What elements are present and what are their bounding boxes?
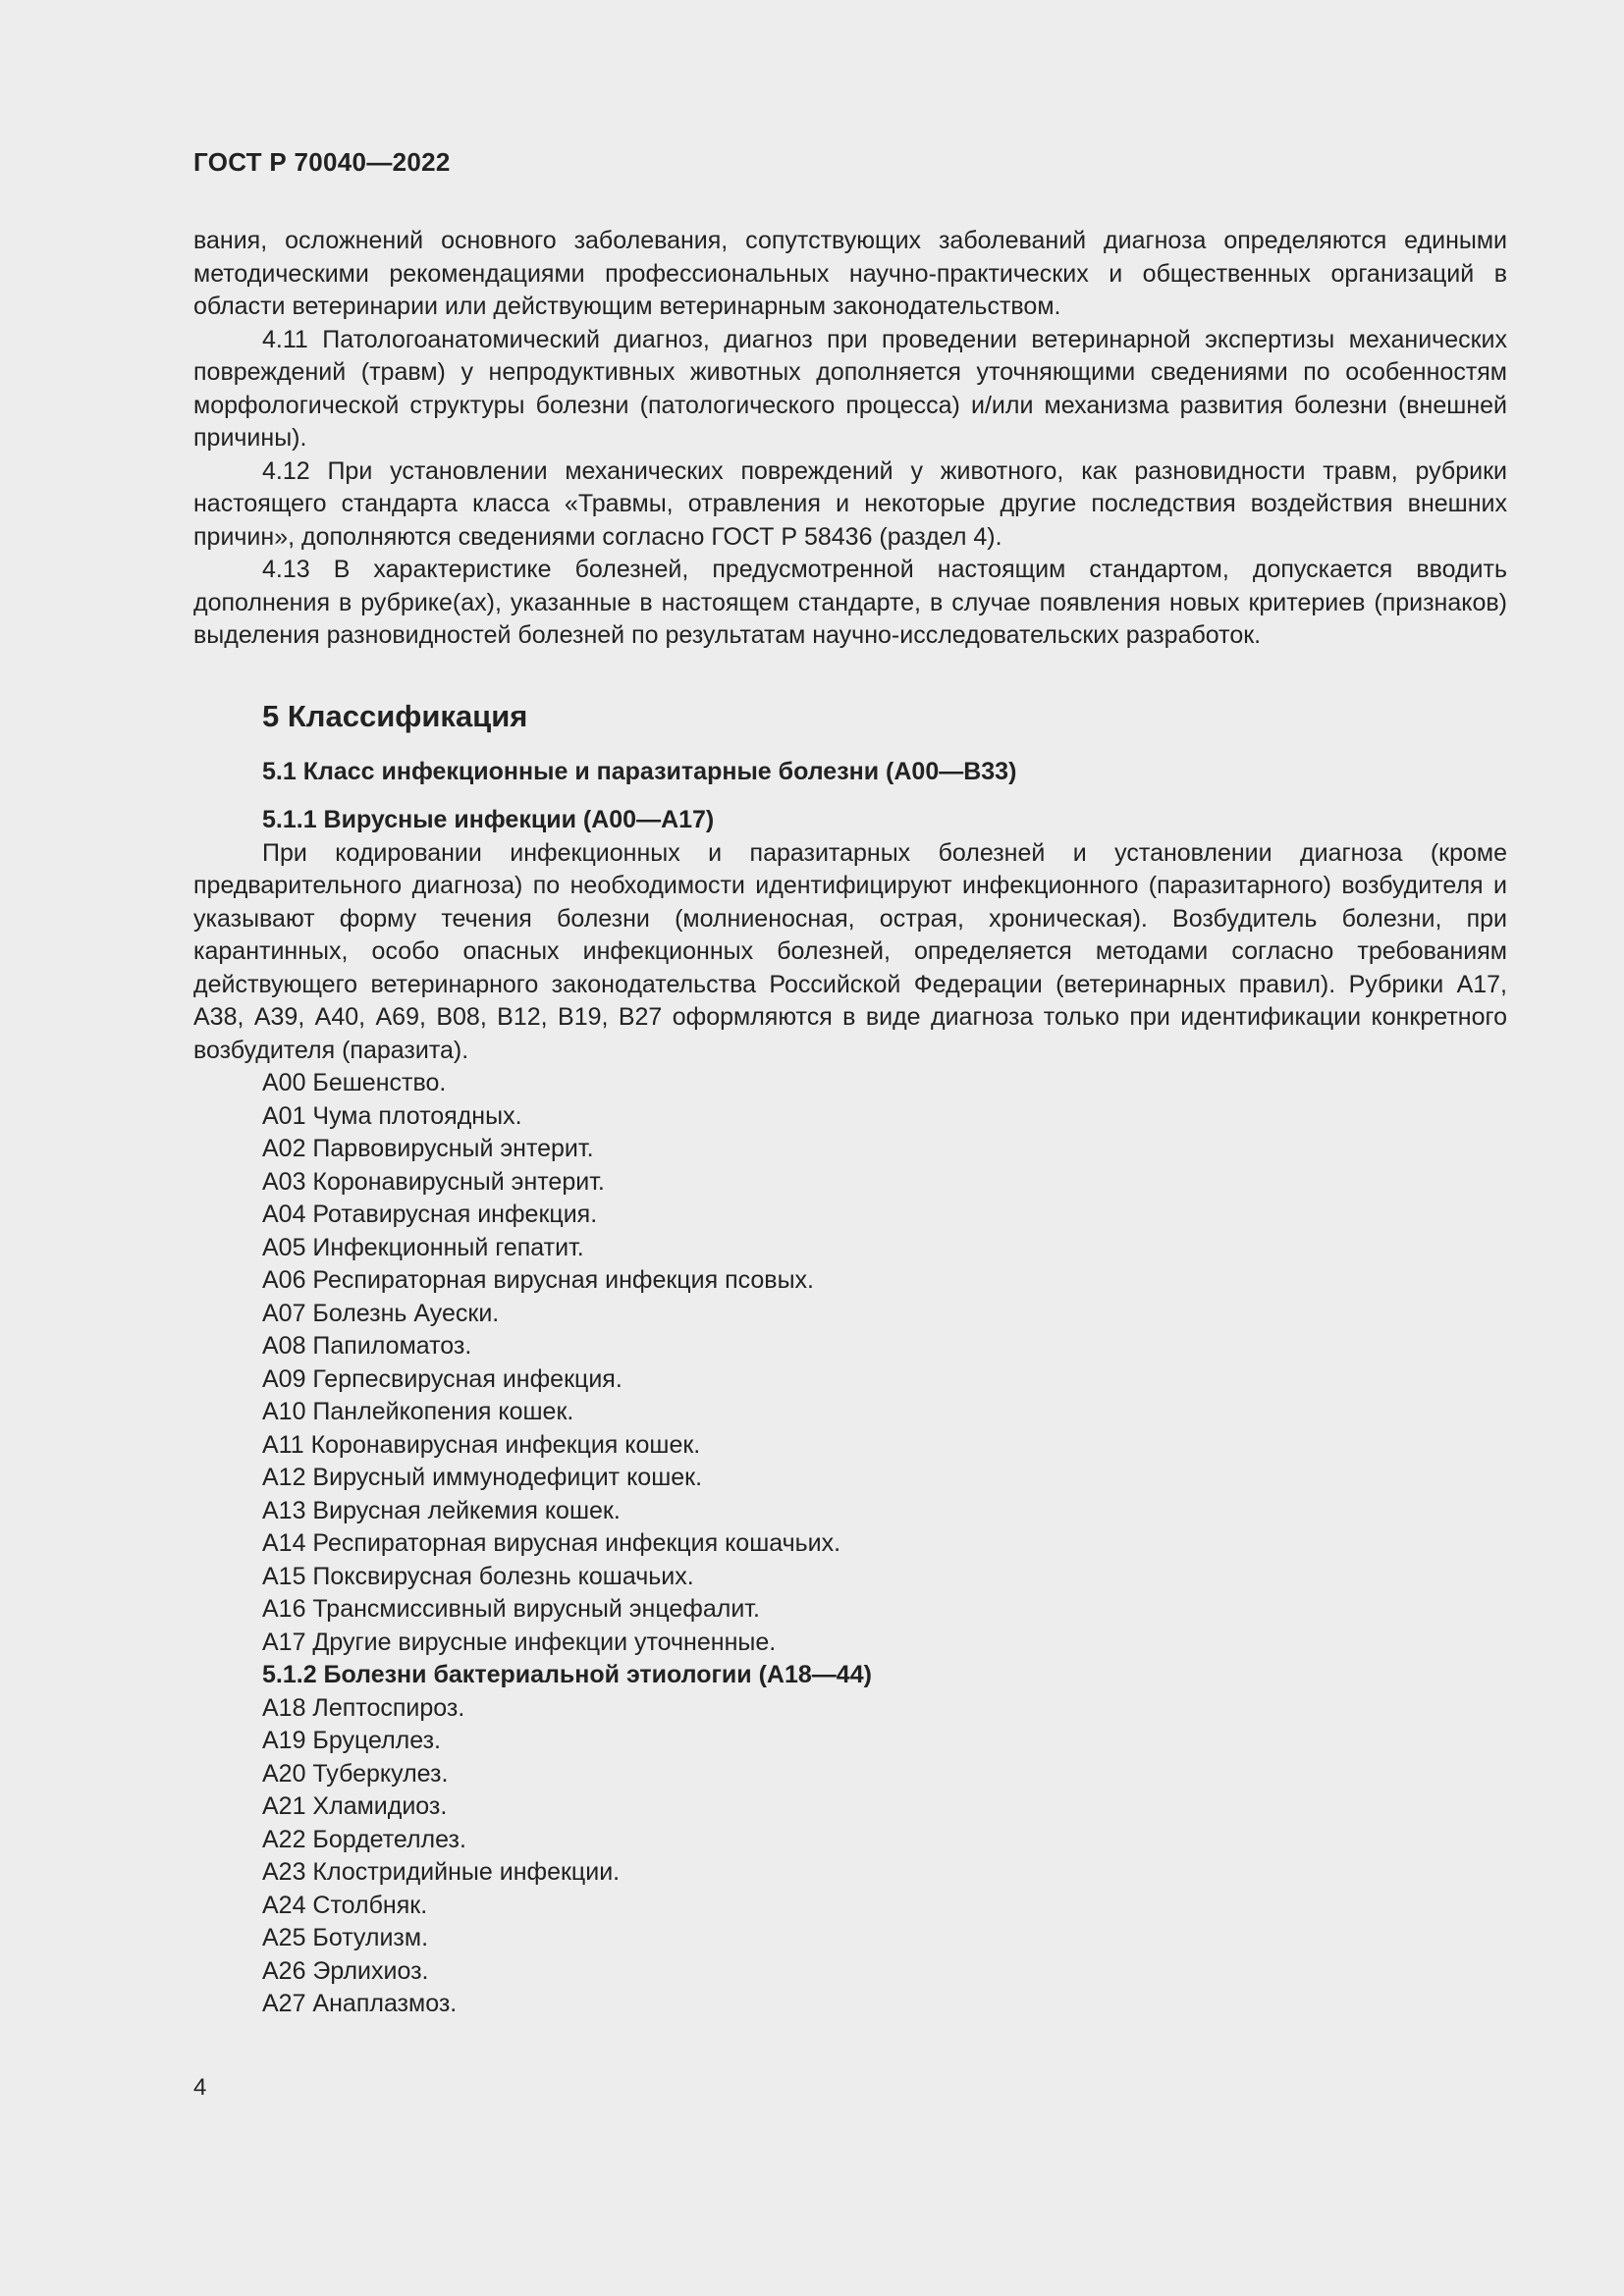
list-item: А10 Панлейкопения кошек. [262,1398,574,1425]
page-number: 4 [193,2074,207,2101]
disease-code-list [193,1067,1507,2021]
list-item: А12 Вирусный иммунодефицит кошек. [262,1464,703,1491]
subsection-heading-5-1-1: 5.1.1 Вирусные инфекции (А00—А17) [262,806,715,833]
paragraph-continued: вания, осложнений основного заболевания, сопутствующих заболеваний диагноза определяются едиными методическими рекомендациями профессиональных научно-практических и общественных организаций в области ветеринарии или действующим ветеринарным законодательством. [193,227,1507,320]
paragraph-4-13: 4.13 В характеристике болезней, предусмотренной настоящим стандартом, допускается вводить дополнения в рубрике(ах), указанные в настоящем стандарте, в случае появления новых критериев (признаков) выделения разновидностей болезней по результатам научно-исследовательских разработок. [193,556,1507,649]
list-item: А07 Болезнь Ауески. [262,1299,500,1327]
list-item: А18 Лептоспироз. [262,1693,465,1722]
list-item: А25 Ботулизм. [262,1924,429,1951]
list-item: А21 Хламидиоз. [262,1792,448,1820]
list-item: А27 Анаплазмоз. [262,1990,458,2017]
list-item: А11 Коронавирусная инфекция кошек. [262,1430,701,1459]
page-header-doc-id: ГОСТ Р 70040—2022 [193,147,451,177]
paragraph-5-1-1-intro: При кодировании инфекционных и паразитарных болезней и установлении диагноза (кроме предварительного диагноза) по необходимости идентифицируют инфекционного (паразитарного) возбудителя и указывают форму течения болезни (молниеносная, острая, хроническая). Возбудитель болезни, при карантинных, особо опасных инфекционных болезней, определяется методами согласно требованиям действующего ветеринарного законодательства Российской Федерации (ветеринарных правил). Рубрики А17, А38, А39, А40, А69, В08, В12, В19, В27 оформляются в виде диагноза только при идентификации конкретного возбудителя (паразита). [193,838,1507,1064]
section-heading-5: 5 Классификация [262,698,528,733]
list-item: А26 Эрлихиоз. [262,1956,429,1985]
list-item: А00 Бешенство. [262,1069,447,1096]
list-item: А08 Папиломатоз. [262,1332,472,1360]
list-item: А05 Инфекционный гепатит. [262,1233,584,1261]
list-item: А20 Туберкулез. [262,1759,449,1788]
subsection-heading-5-1-2: 5.1.2 Болезни бактериальной этиологии (А18—44) [262,1661,872,1688]
list-item: А16 Трансмиссивный вирусный энцефалит. [262,1595,760,1623]
list-item: А02 Парвовирусный энтерит. [262,1135,594,1162]
list-item: А24 Столбняк. [262,1891,428,1919]
list-item: А23 Клостридийные инфекции. [262,1858,621,1886]
document-body [193,225,1507,2021]
paragraph-4-12: 4.12 При установлении механических повреждений у животного, как разновидности травм, рубрики настоящего стандарта класса «Травмы, отравления и некоторые другие последствия воздействия внешних причин», дополняются сведениями согласно ГОСТ Р 58436 (раздел 4). [193,456,1507,551]
list-item: А22 Бордетеллез. [262,1825,466,1853]
list-item: А13 Вирусная лейкемия кошек. [262,1496,621,1524]
subsection-heading-5-1: 5.1 Класс инфекционные и паразитарные болезни (А00—В33) [262,757,1017,785]
list-item: А01 Чума плотоядных. [262,1101,522,1130]
paragraph-4-11: 4.11 Патологоанатомический диагноз, диагноз при проведении ветеринарной экспертизы механических повреждений (травм) у непродуктивных животных дополняется уточняющими сведениями по особенностям морфологической структуры болезни (патологического процесса) и/или механизма развития болезни (внешней причины). [193,325,1507,452]
list-item: А17 Другие вирусные инфекции уточненные. [262,1628,777,1656]
list-item: А09 Герпесвирусная инфекция. [262,1364,623,1393]
list-item: А03 Коронавирусный энтерит. [262,1167,605,1196]
list-item: А14 Респираторная вирусная инфекция кошачьих. [262,1529,841,1557]
list-item: А04 Ротавирусная инфекция. [262,1201,598,1228]
list-item: А15 Поксвирусная болезнь кошачьих. [262,1562,694,1590]
list-item: А19 Бруцеллез. [262,1727,442,1754]
list-item: А06 Респираторная вирусная инфекция псовых. [262,1266,814,1294]
